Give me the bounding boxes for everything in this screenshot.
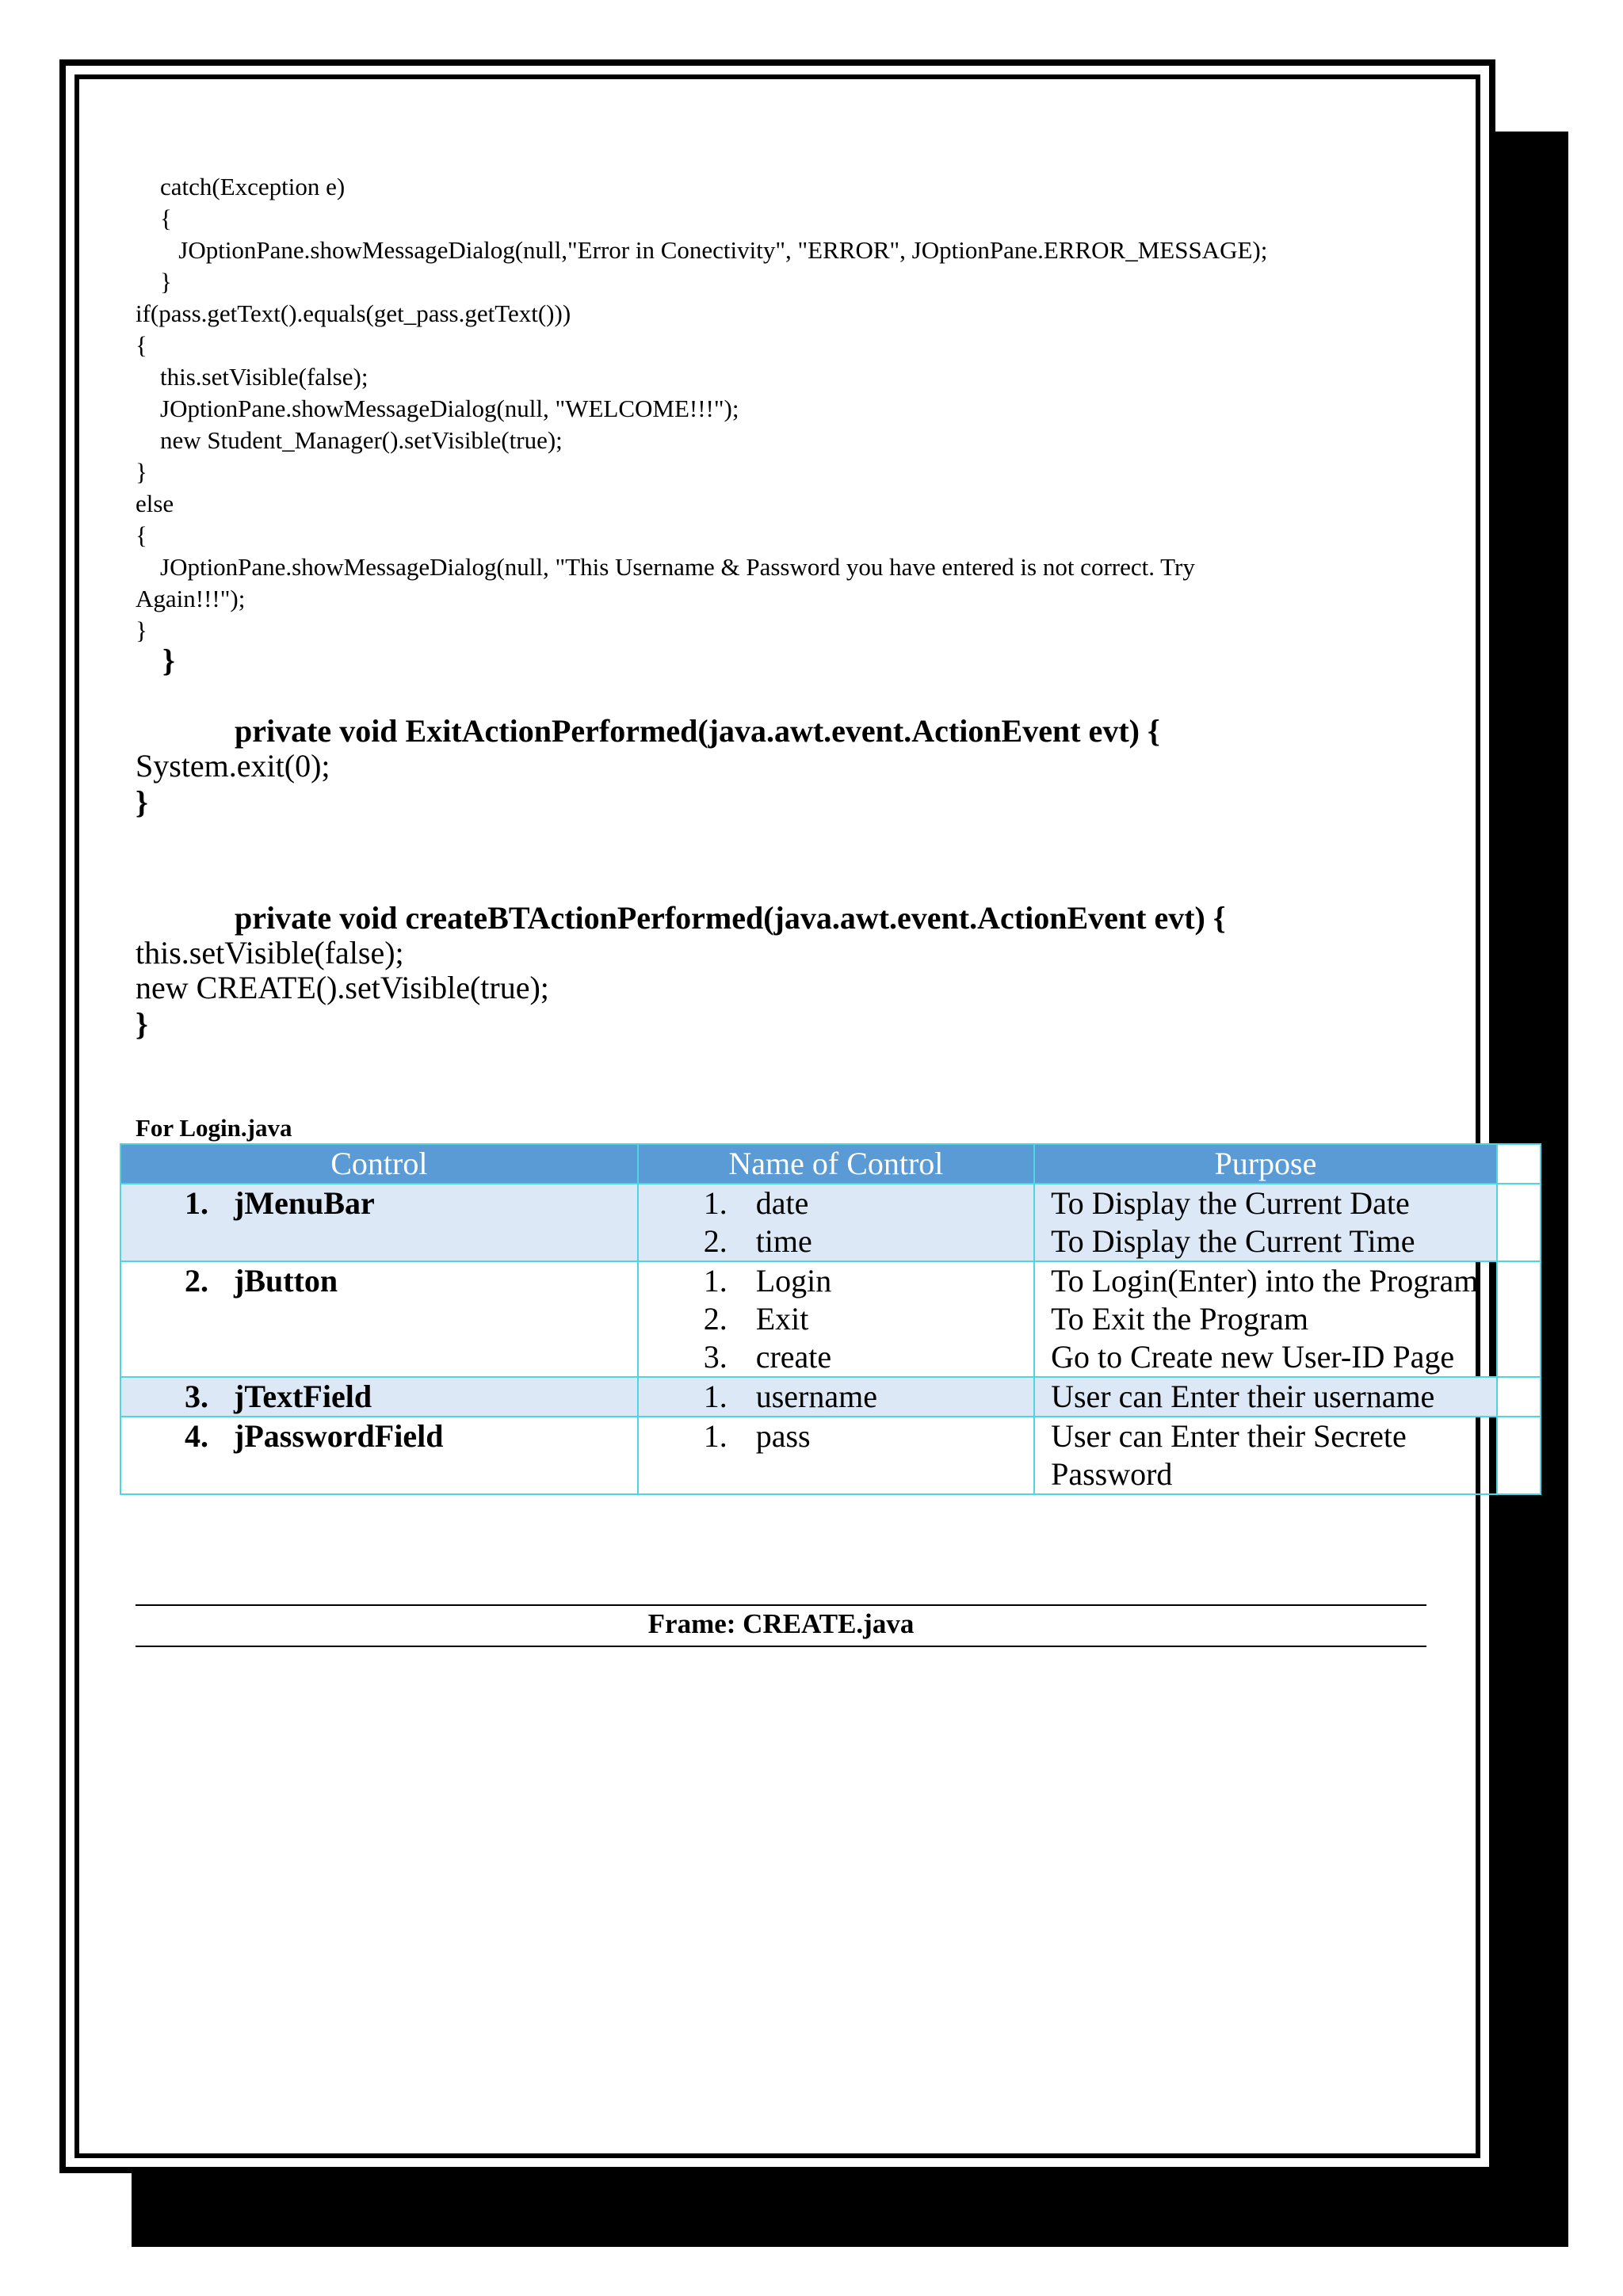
control-type: jButton (234, 1263, 338, 1299)
code-line: } (136, 268, 172, 296)
control-cell (120, 1417, 638, 1494)
purpose-text: User can Enter their Secrete (1051, 1418, 1407, 1454)
code-line: this.setVisible(false); (136, 935, 404, 971)
purpose-text: To Display the Current Date (1051, 1185, 1410, 1221)
table-caption: For Login.java (136, 1114, 292, 1142)
item-number: 3. (703, 1339, 727, 1375)
empty-cell (1497, 1261, 1541, 1377)
purpose-text: To Login(Enter) into the Program (1051, 1263, 1479, 1299)
empty-cell (1497, 1417, 1541, 1494)
code-line: new CREATE().setVisible(true); (136, 970, 549, 1005)
item-number: 1. (703, 1418, 727, 1454)
control-name: Exit (755, 1301, 809, 1337)
control-name: time (755, 1223, 812, 1259)
purpose-text: Password (1051, 1456, 1173, 1492)
empty-cell (1497, 1377, 1541, 1417)
names-cell (638, 1184, 1034, 1261)
row-number: 4. (185, 1418, 208, 1454)
closing-brace: } (136, 784, 148, 820)
table-row (120, 1261, 1541, 1377)
purpose-text: To Exit the Program (1051, 1301, 1309, 1337)
function-header: private void ExitActionPerformed(java.awt.event.ActionEvent evt) { (235, 713, 1160, 749)
control-name: pass (755, 1418, 811, 1454)
section-title: Frame: CREATE.java (647, 1608, 915, 1639)
table-row (120, 1417, 1541, 1494)
code-line: { (136, 204, 172, 232)
control-type: jTextField (234, 1379, 372, 1414)
column-header: Name of Control (638, 1144, 1034, 1184)
purpose-cell (1034, 1261, 1497, 1377)
code-line: } (136, 616, 147, 644)
control-type: jMenuBar (234, 1185, 375, 1221)
closing-brace: } (162, 643, 175, 678)
code-line: JOptionPane.showMessageDialog(null,"Error in Conectivity", "ERROR", JOptionPane.ERROR_MESSAGE); (136, 236, 1268, 264)
divider-line (136, 1646, 1426, 1647)
code-line: { (136, 521, 147, 549)
code-line: } (136, 458, 147, 486)
item-number: 2. (703, 1301, 727, 1337)
purpose-cell (1034, 1377, 1497, 1417)
divider-line (136, 1604, 1426, 1606)
purpose-cell (1034, 1184, 1497, 1261)
code-line: catch(Exception e) (136, 173, 346, 200)
control-cell (120, 1377, 638, 1417)
code-line: JOptionPane.showMessageDialog(null, "This Username & Password you have entered is not correct. Try (136, 553, 1195, 581)
controls-table (120, 1143, 1541, 1495)
code-line: JOptionPane.showMessageDialog(null, "WELCOME!!!"); (136, 395, 739, 422)
control-cell (120, 1261, 638, 1377)
names-cell (638, 1261, 1034, 1377)
names-cell (638, 1377, 1034, 1417)
code-line: Again!!!"); (136, 585, 246, 612)
code-line: if(pass.getText().equals(get_pass.getText())) (136, 299, 571, 327)
names-cell (638, 1417, 1034, 1494)
empty-cell (1497, 1144, 1541, 1184)
purpose-text: To Display the Current Time (1051, 1223, 1415, 1259)
code-line: else (136, 490, 174, 517)
item-number: 1. (703, 1185, 727, 1221)
code-line: this.setVisible(false); (136, 363, 369, 391)
control-cell (120, 1184, 638, 1261)
table-header-row (120, 1144, 1541, 1184)
row-number: 3. (185, 1379, 208, 1414)
control-name: date (755, 1185, 809, 1221)
purpose-text: User can Enter their username (1051, 1379, 1435, 1414)
item-number: 2. (703, 1223, 727, 1259)
item-number: 1. (703, 1263, 727, 1299)
table-row (120, 1184, 1541, 1261)
item-number: 1. (703, 1379, 727, 1414)
control-name: username (755, 1379, 877, 1414)
code-line: System.exit(0); (136, 748, 330, 784)
control-name: create (755, 1339, 832, 1375)
purpose-text: Go to Create new User-ID Page (1051, 1339, 1455, 1375)
row-number: 1. (185, 1185, 208, 1221)
purpose-cell (1034, 1417, 1497, 1494)
function-header: private void createBTActionPerformed(java.awt.event.ActionEvent evt) { (235, 900, 1226, 936)
empty-cell (1497, 1184, 1541, 1261)
code-line: { (136, 331, 147, 359)
row-number: 2. (185, 1263, 208, 1299)
column-header: Purpose (1034, 1144, 1497, 1184)
column-header: Control (120, 1144, 638, 1184)
closing-brace: } (136, 1006, 148, 1042)
code-line: new Student_Manager().setVisible(true); (136, 426, 563, 454)
control-name: Login (755, 1263, 832, 1299)
control-type: jPasswordField (234, 1418, 444, 1454)
table-row (120, 1377, 1541, 1417)
